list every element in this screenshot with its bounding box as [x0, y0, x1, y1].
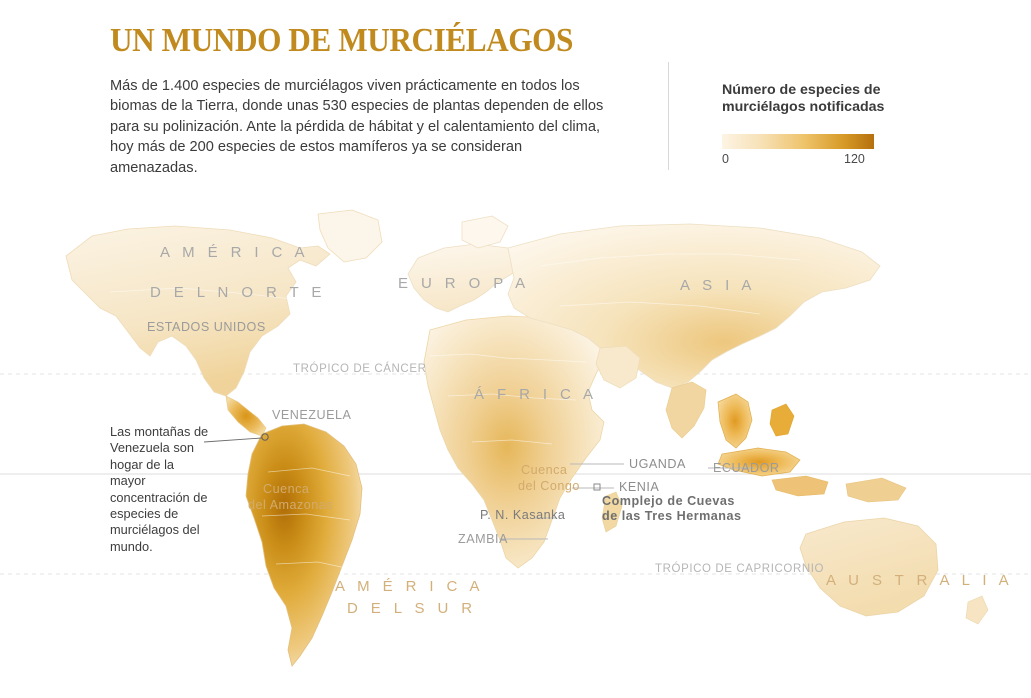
- region-australia: [800, 518, 938, 616]
- label-tropic-cancer: TRÓPICO DE CÁNCER: [293, 363, 427, 375]
- label-country-venezuela: VENEZUELA: [272, 408, 352, 422]
- label-continent-europe: E U R O P A: [398, 275, 530, 292]
- label-country-ecuador: ECUADOR: [713, 461, 780, 475]
- label-place-cuenca-congo-1: Cuenca: [521, 463, 568, 477]
- label-country-kenia: KENIA: [619, 480, 660, 494]
- region-indonesia-1: [718, 448, 800, 476]
- label-continent-north-america-2: D E L N O R T E: [150, 284, 326, 301]
- label-country-zambia: ZAMBIA: [458, 532, 508, 546]
- region-india: [666, 382, 706, 438]
- region-africa: [424, 316, 604, 568]
- region-central-america: [226, 396, 266, 436]
- region-philippines: [770, 404, 794, 436]
- label-tropic-capricorn: TRÓPICO DE CAPRICORNIO: [655, 563, 825, 575]
- header: [0, 0, 1031, 200]
- label-continent-south-america-2: D E L S U R: [347, 600, 477, 617]
- region-madagascar: [602, 492, 622, 532]
- callout-leader: [204, 438, 262, 442]
- label-place-cuenca-amazonas-1: Cuenca: [263, 482, 310, 496]
- label-place-cuenca-amazonas-2: del Amazonas: [248, 498, 334, 512]
- label-place-pn-kasanka: P. N. Kasanka: [480, 508, 566, 522]
- region-indonesia-2: [772, 476, 828, 496]
- page-title: UN MUNDO DE MURCIÉLAGOS: [110, 22, 573, 59]
- label-place-tres-hermanas-1: Complejo de Cuevas: [602, 494, 735, 508]
- region-arabia: [596, 346, 640, 388]
- label-country-uganda: UGANDA: [629, 457, 686, 471]
- region-southeast-asia: [718, 394, 752, 448]
- label-continent-australia: A U S T R A L I A: [826, 572, 1014, 589]
- legend: [722, 82, 902, 166]
- region-europe: [408, 244, 520, 312]
- label-continent-north-america-1: A M É R I C A: [160, 244, 309, 261]
- label-place-cuenca-congo-2: del Congo: [518, 479, 580, 493]
- legend-title: Número de especies de murciélagos notificadas: [722, 82, 885, 115]
- legend-min-label: 0: [722, 152, 729, 166]
- label-continent-asia: A S I A: [680, 277, 756, 294]
- legend-max-label: 120: [844, 152, 865, 166]
- region-scandinavia: [462, 216, 508, 248]
- intro-paragraph: Más de 1.400 especies de murciélagos viven prácticamente en todos los biomas de la Tierra, donde unas 530 especies de plantas dependen de ellos para su polinización. Ante la pérdida de hábitat y el calentamiento del clima, hoy más de 200 especies de estos mamíferos ya se consideran amenazadas.: [110, 78, 604, 176]
- label-country-estados-unidos: ESTADOS UNIDOS: [147, 320, 266, 334]
- region-north-america: [66, 226, 330, 396]
- region-new-zealand: [966, 596, 988, 624]
- legend-gradient-bar: [722, 134, 874, 149]
- label-place-tres-hermanas-2: de las Tres Hermanas: [602, 509, 742, 523]
- region-south-america: [246, 424, 362, 666]
- callout-text: Las montañas de Venezuela son hogar de la mayor concentración de especies de murciélagos del mundo.: [110, 424, 209, 554]
- region-new-guinea: [846, 478, 906, 502]
- header-divider: [668, 62, 669, 170]
- label-continent-south-america-1: A M É R I C A: [335, 578, 484, 595]
- world-map[interactable]: [0, 196, 1031, 698]
- label-continent-africa: Á F R I C A: [474, 386, 598, 403]
- poi-marker-caves: [594, 484, 600, 490]
